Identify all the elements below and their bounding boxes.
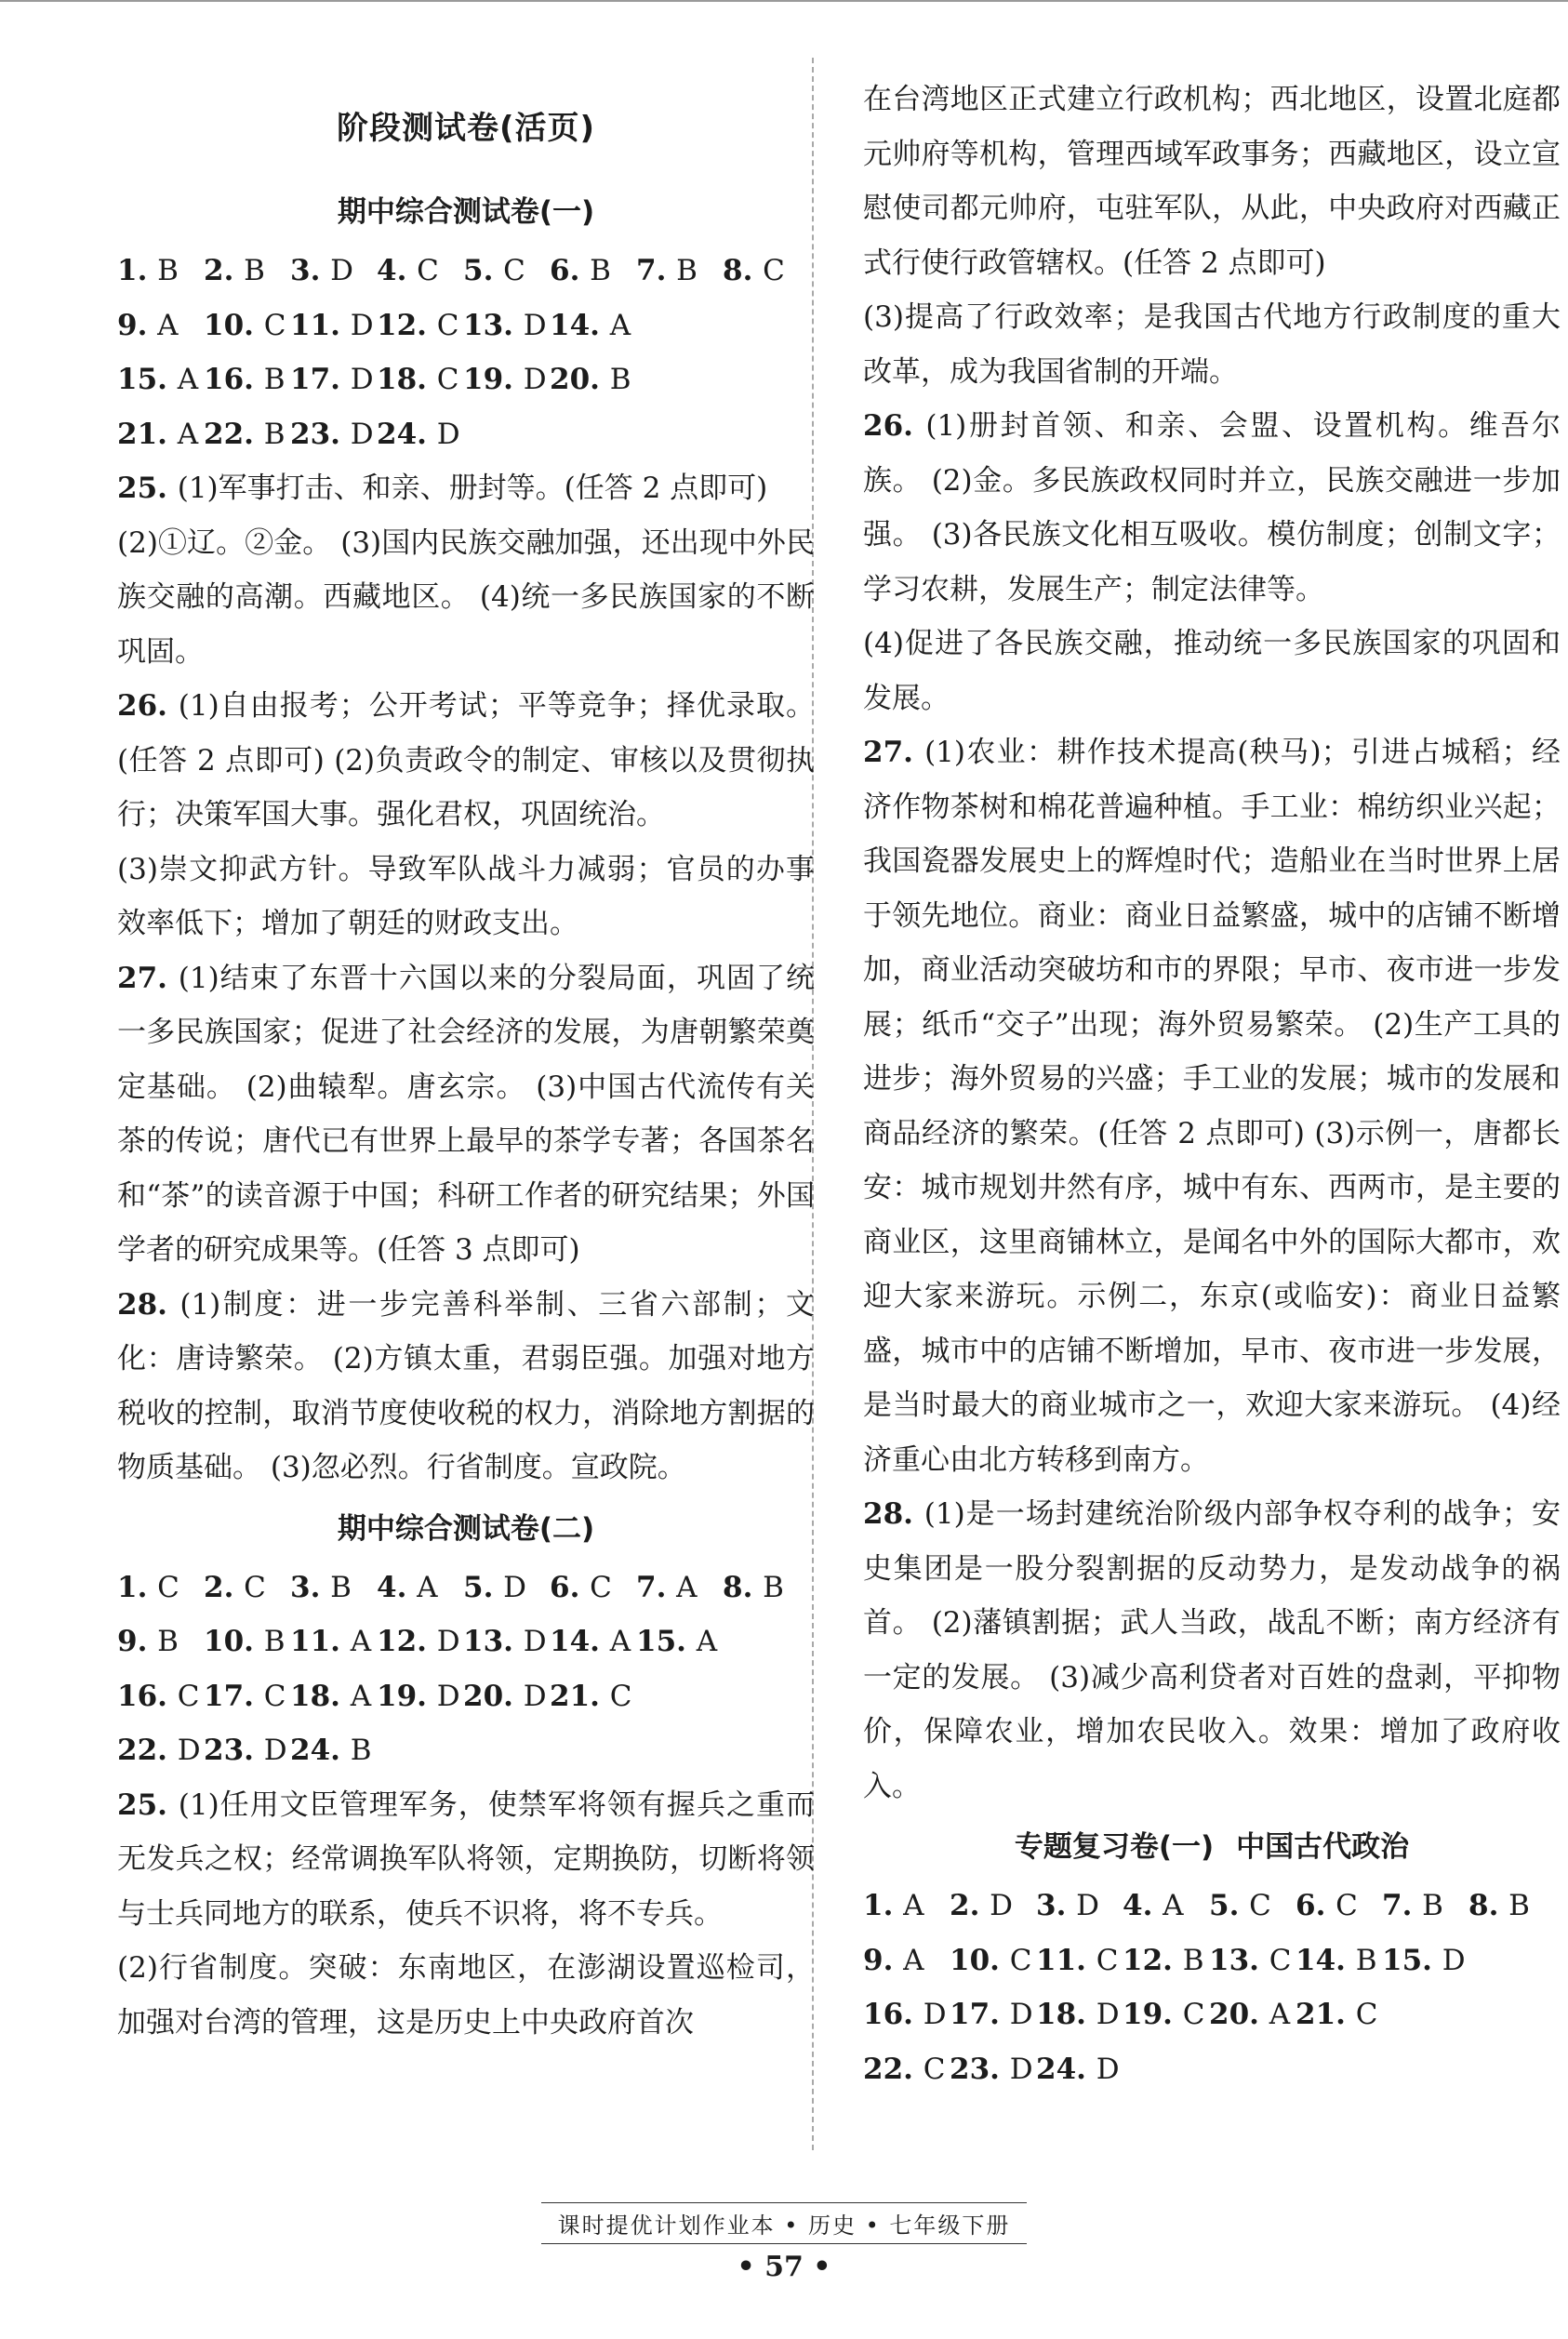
question-number: 25 .: [117, 1788, 179, 1822]
mc-answer: [550, 244, 636, 299]
section-title-midterm-2: 期中综合测试卷(二): [337, 1511, 595, 1546]
answer-text: (4)促进了各民族交融，推动统一多民族国家的巩固和发展。: [863, 627, 1561, 715]
question-number: 17 .: [290, 363, 351, 396]
answer-letter: D: [177, 1734, 201, 1767]
question-number: 21 .: [117, 418, 178, 451]
footer: [0, 2202, 1568, 2244]
answer-letter: D: [436, 1625, 460, 1658]
question-number: 11 .: [290, 309, 351, 342]
answer-text: (1)自由报考；公开考试；平等竞争；择优录取。(任答 2 点即可) (2)负责政令的制定、审核以及贯彻执行；决策军国大事。强化君权，巩固统治。: [117, 689, 815, 831]
mc-answer: [1036, 1879, 1123, 1934]
mc-answer: [863, 1987, 950, 2042]
mc-answer: [204, 1723, 290, 1778]
question-number: 21 .: [1296, 1998, 1356, 2031]
mc-answer: [1036, 2042, 1123, 2097]
answer-letter: A: [177, 417, 199, 451]
answer-letter: B: [263, 363, 286, 396]
answer-letter: C: [436, 363, 459, 396]
question-number: 23 .: [204, 1734, 264, 1767]
mc-row: [117, 1615, 815, 1669]
mc-answer: [1296, 1879, 1382, 1934]
mc-row: [117, 1669, 815, 1724]
mc-answer: [204, 352, 290, 407]
question-number: 10 .: [950, 1944, 1010, 1977]
question-number: 13 .: [463, 309, 524, 342]
question-number: 18 .: [290, 1680, 351, 1713]
answer-paragraph: [863, 1487, 1561, 1814]
mc-answers-midterm-1: [117, 244, 815, 461]
answer-letter: A: [676, 1570, 698, 1604]
answer-letter: A: [350, 1679, 372, 1713]
answer-paragraph: [863, 73, 1561, 290]
answers-continued: [863, 73, 1561, 1814]
mc-answer: [377, 1615, 463, 1669]
question-number: 3 .: [290, 1571, 330, 1604]
answer-letter: C: [590, 1570, 612, 1604]
review-title-b: 中国古代政治: [1236, 1830, 1410, 1864]
answer-paragraph: [863, 617, 1561, 725]
answer-letter: D: [990, 1889, 1014, 1922]
mc-answer: [950, 1879, 1036, 1934]
question-number: 11 .: [1036, 1944, 1096, 1977]
question-number: 2 .: [950, 1889, 990, 1922]
question-number: 20 .: [550, 363, 610, 396]
mc-answer: [1382, 1934, 1468, 1988]
answer-letter: A: [903, 1889, 924, 1922]
question-number: 7 .: [636, 254, 676, 287]
question-number: 21 .: [550, 1680, 610, 1713]
answer-letter: D: [923, 1998, 947, 2031]
answer-letter: C: [1269, 1943, 1292, 1977]
mc-answer: [290, 352, 377, 407]
answer-letter: B: [263, 1625, 286, 1658]
mc-answer: [117, 244, 204, 299]
mc-answer: [723, 244, 809, 299]
question-number: 19 .: [1123, 1998, 1183, 2031]
mc-row: [863, 1987, 1561, 2042]
mc-row: [117, 352, 815, 407]
question-number: 20 .: [1209, 1998, 1269, 2031]
mc-row: [117, 299, 815, 353]
question-number: 1 .: [117, 1571, 157, 1604]
answers-midterm-2: [117, 1778, 815, 2051]
mc-answer: [463, 299, 550, 353]
mc-answer: [290, 407, 377, 462]
mc-answer: [290, 1669, 377, 1724]
question-number: 16 .: [863, 1998, 924, 2031]
answer-letter: D: [350, 363, 374, 396]
mc-row: [117, 244, 815, 299]
answer-letter: D: [1076, 1889, 1100, 1922]
answer-letter: D: [350, 308, 374, 342]
answer-text: (3)提高了行政效率；是我国古代地方行政制度的重大改革，成为我国省制的开端。: [863, 300, 1561, 389]
mc-answer: [863, 1879, 950, 1934]
question-number: 13 .: [463, 1625, 524, 1658]
answer-letter: C: [263, 1679, 286, 1713]
question-number: 26 .: [117, 689, 179, 723]
answer-text: (1)册封首领、和亲、会盟、设置机构。维吾尔族。 (2)金。多民族政权同时并立，民族交融进一步加强。 (3)各民族文化相互吸收。模仿制度；创制文字；学习农耕，发展生产；制定法律等。: [863, 409, 1561, 606]
question-number: 3 .: [1036, 1889, 1076, 1922]
question-number: 12 .: [377, 1625, 437, 1658]
question-number: 1 .: [863, 1889, 903, 1922]
answer-letter: A: [350, 1625, 372, 1658]
question-number: 14 .: [1296, 1944, 1356, 1977]
mc-answer: [863, 2042, 950, 2097]
answer-letter: B: [157, 1625, 179, 1658]
question-number: 7 .: [636, 1571, 676, 1604]
question-number: 24 .: [377, 418, 437, 451]
question-number: 16 .: [204, 363, 264, 396]
mc-answer: [1382, 1879, 1468, 1934]
question-number: 9 .: [117, 1625, 157, 1658]
answer-text: (2)①辽。②金。 (3)国内民族交融加强，还出现中外民族交融的高潮。西藏地区。 (4)统一多民族国家的不断巩固。: [117, 525, 815, 669]
answer-letter: B: [330, 1570, 352, 1604]
question-number: 4 .: [377, 254, 417, 287]
mc-row: [117, 1723, 815, 1778]
mc-answer: [204, 1561, 290, 1615]
answer-text: (2)行省制度。突破：东南地区，在澎湖设置巡检司，加强对台湾的管理，这是历史上中央政府首次: [117, 1951, 815, 2040]
answer-letter: B: [1182, 1943, 1204, 1977]
question-number: 28 .: [117, 1288, 179, 1322]
mc-answer: [117, 1723, 204, 1778]
answers-midterm-1: [117, 461, 815, 1495]
question-number: 27 .: [117, 962, 179, 995]
answer-letter: C: [1096, 1943, 1119, 1977]
answer-letter: B: [1355, 1943, 1377, 1977]
mc-answer: [377, 352, 463, 407]
question-number: 15 .: [636, 1625, 697, 1658]
answer-letter: C: [244, 1570, 266, 1604]
question-number: 23 .: [290, 418, 351, 451]
mc-answer: [204, 299, 290, 353]
answer-text: (1)军事打击、和亲、册封等。(任答 2 点即可): [177, 472, 768, 505]
mc-answer: [1123, 1934, 1209, 1988]
mc-answer: [117, 352, 204, 407]
section-title-review-1: [863, 1819, 1561, 1875]
mc-answer: [377, 1561, 463, 1615]
mc-answer: [950, 1987, 1036, 2042]
question-number: 18 .: [1036, 1998, 1096, 2031]
mc-answer: [463, 1669, 550, 1724]
question-number: 8 .: [723, 1571, 763, 1604]
answer-letter: D: [263, 1734, 287, 1767]
left-column: [117, 74, 815, 2050]
mc-answer: [950, 1934, 1036, 1988]
answer-text: (1)任用文臣管理军务，使禁军将领有握兵之重而无发兵之权；经常调换军队将领，定期换防，切断将领与士兵同地方的联系，使兵不识将，将不专兵。: [117, 1787, 815, 1931]
question-number: 18 .: [377, 363, 437, 396]
question-number: 27 .: [863, 736, 924, 769]
answer-letter: D: [1442, 1943, 1466, 1977]
answer-letter: C: [417, 254, 439, 287]
mc-answer: [117, 407, 204, 462]
question-number: 22 .: [117, 1734, 178, 1767]
question-number: 17 .: [204, 1680, 264, 1713]
answer-letter: A: [1163, 1889, 1184, 1922]
answer-letter: C: [436, 308, 459, 342]
question-number: 23 .: [950, 2053, 1010, 2086]
mc-row: [117, 407, 815, 462]
mc-answer: [863, 1934, 950, 1988]
answer-letter: A: [1269, 1998, 1291, 2031]
question-number: 6 .: [550, 1571, 590, 1604]
right-column: [863, 73, 1561, 2096]
answer-letter: D: [1096, 2052, 1120, 2086]
mc-answer: [463, 352, 550, 407]
answer-letter: A: [696, 1625, 718, 1658]
answer-letter: A: [609, 308, 631, 342]
mc-answer: [550, 1615, 636, 1669]
answer-paragraph: [117, 1778, 815, 1942]
answer-letter: B: [676, 254, 698, 287]
mc-answer: [117, 1561, 204, 1615]
question-number: 2 .: [204, 1571, 244, 1604]
review-title-a: 专题复习卷(一): [1014, 1830, 1215, 1864]
answer-letter: B: [244, 254, 265, 287]
answer-letter: C: [763, 254, 785, 287]
answer-letter: D: [523, 1625, 547, 1658]
answer-text: (1)是一场封建统治阶级内部争权夺利的战争；安史集团是一股分裂割据的反动势力，是发动战争的祸首。 (2)藩镇割据；武人当政，战乱不断；南方经济有一定的发展。 (3)减少高利贷者对百姓的盘剥，平抑物价，保障农业，增加农民收入。效果：增加了政府收入。: [863, 1497, 1561, 1803]
answer-letter: C: [503, 254, 525, 287]
mc-answer: [1036, 1987, 1123, 2042]
top-border: [0, 0, 1568, 2]
answer-letter: C: [923, 2052, 946, 2086]
question-number: 1 .: [117, 254, 157, 287]
answer-paragraph: [117, 1278, 815, 1495]
question-number: 24 .: [290, 1734, 351, 1767]
mc-answer: [1123, 1879, 1209, 1934]
question-number: 20 .: [463, 1680, 524, 1713]
answer-paragraph: [863, 399, 1561, 617]
answer-paragraph: [863, 290, 1561, 399]
answer-letter: D: [330, 254, 354, 287]
question-number: 4 .: [377, 1571, 417, 1604]
question-number: 5 .: [463, 1571, 503, 1604]
mc-answer: [377, 244, 463, 299]
answer-letter: D: [1009, 1998, 1033, 2031]
answer-letter: A: [157, 308, 179, 342]
answer-letter: C: [263, 308, 286, 342]
question-number: 15 .: [117, 363, 178, 396]
mc-answer: [1296, 1934, 1382, 1988]
answer-letter: B: [350, 1734, 372, 1767]
mc-answer: [1468, 1879, 1555, 1934]
mc-answer: [117, 1669, 204, 1724]
question-number: 26 .: [863, 409, 925, 443]
mc-answer: [463, 244, 550, 299]
mc-answer: [1209, 1879, 1296, 1934]
answer-letter: D: [1096, 1998, 1120, 2031]
mc-row: [863, 1879, 1561, 1934]
answer-letter: D: [1009, 2052, 1033, 2086]
question-number: 5 .: [1209, 1889, 1249, 1922]
question-number: 25 .: [117, 472, 178, 505]
answer-letter: C: [1335, 1889, 1358, 1922]
mc-answer: [950, 2042, 1036, 2097]
mc-answer: [636, 244, 723, 299]
mc-answer: [723, 1561, 809, 1615]
answer-letter: C: [1355, 1998, 1378, 2031]
mc-answer: [204, 244, 290, 299]
answer-letter: C: [177, 1679, 200, 1713]
section-title-midterm-1: 期中综合测试卷(一): [337, 195, 595, 229]
mc-answer: [377, 1669, 463, 1724]
question-number: 22 .: [204, 418, 264, 451]
mc-answer: [1036, 1934, 1123, 1988]
question-number: 8 .: [1468, 1889, 1508, 1922]
question-number: 12 .: [1123, 1944, 1183, 1977]
answer-letter: C: [1182, 1998, 1205, 2031]
answer-letter: D: [523, 1679, 547, 1713]
answer-letter: C: [1249, 1889, 1271, 1922]
question-number: 28 .: [863, 1497, 924, 1531]
mc-answer: [290, 244, 377, 299]
mc-answer: [463, 1615, 550, 1669]
page-title: 阶段测试卷(活页): [336, 110, 596, 147]
mc-answer: [290, 299, 377, 353]
mc-answers-review-1: [863, 1879, 1561, 2096]
question-number: 5 .: [463, 254, 503, 287]
question-number: 2 .: [204, 254, 244, 287]
mc-answer: [290, 1723, 377, 1778]
question-number: 17 .: [950, 1998, 1010, 2031]
question-number: 14 .: [550, 309, 610, 342]
answer-letter: B: [263, 417, 286, 451]
answer-letter: D: [503, 1570, 527, 1604]
answer-letter: D: [523, 363, 547, 396]
mc-answer: [550, 352, 636, 407]
mc-answer: [463, 1561, 550, 1615]
mc-answer: [117, 1615, 204, 1669]
question-number: 9 .: [117, 309, 157, 342]
question-number: 10 .: [204, 309, 264, 342]
mc-answer: [377, 299, 463, 353]
answer-letter: A: [903, 1943, 924, 1977]
question-number: 11 .: [290, 1625, 351, 1658]
question-number: 9 .: [863, 1944, 903, 1977]
answer-letter: D: [436, 1679, 460, 1713]
mc-answers-midterm-2: [117, 1561, 815, 1778]
answer-letter: A: [417, 1570, 438, 1604]
mc-answer: [1123, 1987, 1209, 2042]
mc-answer: [550, 1561, 636, 1615]
question-number: 10 .: [204, 1625, 264, 1658]
mc-answer: [636, 1561, 723, 1615]
question-number: 24 .: [1036, 2053, 1096, 2086]
question-number: 3 .: [290, 254, 330, 287]
answer-letter: D: [350, 417, 374, 451]
mc-row: [863, 1934, 1561, 1988]
answer-letter: B: [157, 254, 179, 287]
mc-answer: [290, 1561, 377, 1615]
question-number: 19 .: [377, 1680, 437, 1713]
answer-text: (1)农业：耕作技术提高(秧马)；引进占城稻；经济作物茶树和棉花普遍种植。手工业：棉纺织业兴起；我国瓷器发展史上的辉煌时代；造船业在当时世界上居于领先地位。商业：商业日益繁盛，城中的店铺不断增加，商业活动突破坊和市的界限；早市、夜市进一步发展；纸币“交子”出现；海外贸易繁荣。 (2)生产工具的进步；海外贸易的兴盛；手工业的发展；城市的发展和商品经济的繁荣。(任答 2 点即可) (3)示例一，唐都长安：城市规划井然有序，城中有东、西两市，是主要的商业区，这里商铺林立，是闻名中外的国际大都市，欢迎大家来游玩。示例二，东京(或临安)：商业日益繁盛，城市中的店铺不断增加，早市、夜市进一步发展，是当时最大的商业城市之一，欢迎大家来游玩。 (4)经济重心由北方转移到南方。: [863, 736, 1561, 1477]
question-number: 6 .: [550, 254, 590, 287]
question-number: 14 .: [550, 1625, 610, 1658]
footer-book-title: 课时提优计划作业本 • 历史 • 七年级下册: [541, 2202, 1028, 2244]
answer-text: 在台湾地区正式建立行政机构；西北地区，设置北庭都元帅府等机构，管理西域军政事务；西藏地区，设立宣慰使司都元帅府，屯驻军队，从此，中央政府对西藏正式行使行政管辖权。(任答 2 点即可): [863, 83, 1561, 280]
answer-letter: A: [609, 1625, 631, 1658]
answer-letter: B: [609, 363, 631, 396]
answer-letter: D: [436, 417, 460, 451]
page-number: • 57 •: [737, 2251, 831, 2283]
mc-answer: [204, 1669, 290, 1724]
question-number: 7 .: [1382, 1889, 1422, 1922]
mc-answer: [117, 299, 204, 353]
answer-letter: C: [1009, 1943, 1032, 1977]
mc-answer: [1209, 1934, 1296, 1988]
answer-letter: B: [590, 254, 611, 287]
question-number: 15 .: [1382, 1944, 1442, 1977]
answer-letter: D: [523, 308, 547, 342]
question-number: 8 .: [723, 254, 763, 287]
mc-answer: [290, 1615, 377, 1669]
mc-answer: [377, 407, 463, 462]
answer-text: (1)结束了东晋十六国以来的分裂局面，巩固了统一多民族国家；促进了社会经济的发展，为唐朝繁荣奠定基础。 (2)曲辕犁。唐玄宗。 (3)中国古代流传有关茶的传说；唐代已有世界上最早的茶学专著；各国茶名和“茶”的读音源于中国；科研工作者的研究结果；外国学者的研究成果等。(任答 3 点即可): [117, 961, 815, 1267]
question-number: 6 .: [1296, 1889, 1335, 1922]
answer-paragraph: [863, 725, 1561, 1487]
answer-paragraph: [117, 461, 815, 516]
answer-letter: C: [157, 1570, 179, 1604]
mc-answer: [550, 299, 636, 353]
mc-answer: [204, 1615, 290, 1669]
question-number: 22 .: [863, 2053, 924, 2086]
mc-answer: [550, 1669, 636, 1724]
question-number: 16 .: [117, 1680, 178, 1713]
question-number: 19 .: [463, 363, 524, 396]
question-number: 12 .: [377, 309, 437, 342]
answer-text: (3)崇文抑武方针。导致军队战斗力减弱；官员的办事效率低下；增加了朝廷的财政支出。: [117, 852, 815, 940]
mc-answer: [1209, 1987, 1296, 2042]
answer-letter: A: [177, 363, 199, 396]
answer-letter: C: [609, 1679, 632, 1713]
answer-paragraph: [117, 516, 815, 680]
answer-letter: B: [1508, 1889, 1530, 1922]
answer-letter: B: [763, 1570, 784, 1604]
question-number: 13 .: [1209, 1944, 1269, 1977]
mc-answer: [1296, 1987, 1382, 2042]
answer-paragraph: [117, 843, 815, 951]
answer-text: (1)制度：进一步完善科举制、三省六部制；文化：唐诗繁荣。 (2)方镇太重，君弱臣强。加强对地方税收的控制，取消节度使收税的权力，消除地方割据的物质基础。 (3)忽必烈。行省制度。宣政院。: [117, 1287, 815, 1484]
answer-paragraph: [117, 1941, 815, 2050]
answer-paragraph: [117, 951, 815, 1278]
question-number: 4 .: [1123, 1889, 1163, 1922]
mc-row: [117, 1561, 815, 1615]
answer-letter: B: [1422, 1889, 1443, 1922]
mc-row: [863, 2042, 1561, 2097]
mc-answer: [204, 407, 290, 462]
answer-paragraph: [117, 679, 815, 843]
mc-answer: [636, 1615, 723, 1669]
